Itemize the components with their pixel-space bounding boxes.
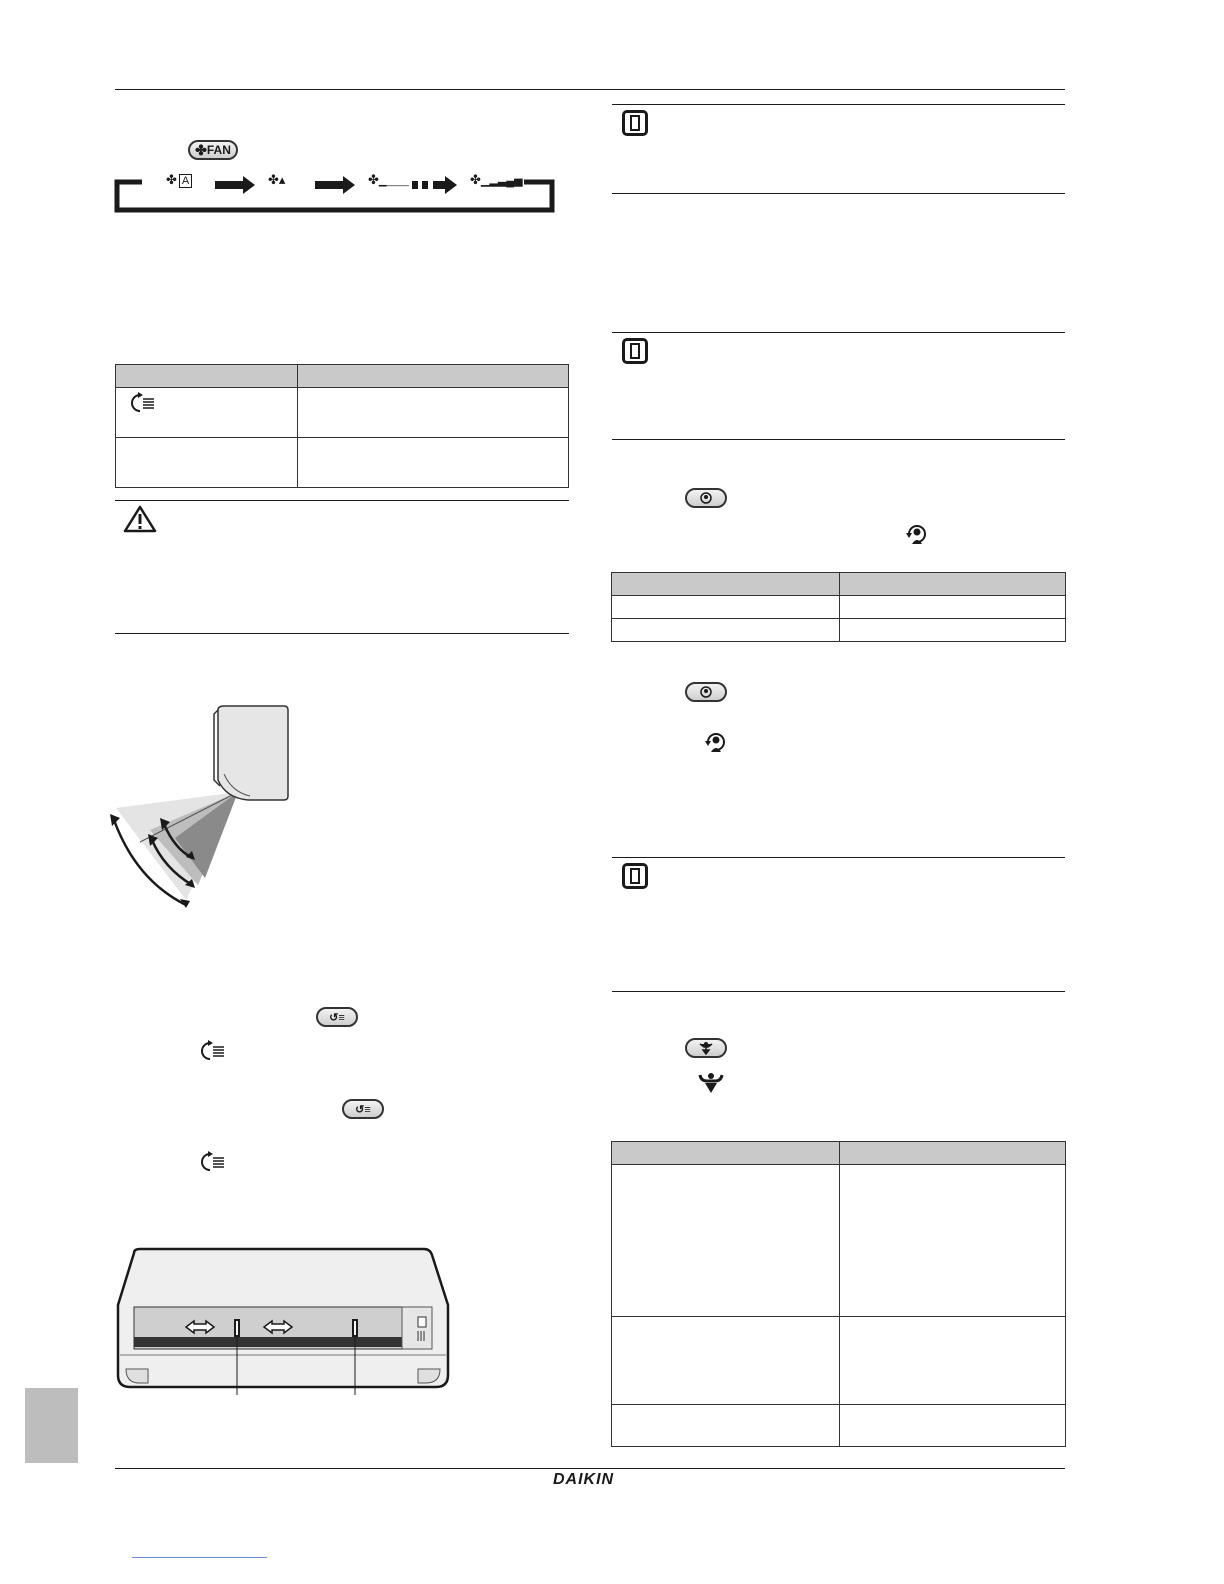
fan-button[interactable] [188,140,238,160]
vertical-airflow-illustration [100,700,300,915]
comfort-table-header-2 [840,573,1066,596]
swing-button-icon: ↺≡ [355,1103,371,1116]
fan-button-label: FAN [206,143,231,157]
fan-quiet-icon: ✤▴ [268,172,286,187]
horizontal-louver-illustration [112,1245,452,1395]
swing-icon [130,392,156,414]
info-icon [622,110,648,136]
header-rule [115,89,1065,90]
powerful-table-header-1 [612,1142,840,1165]
fan-auto-icon: ✤ A [166,172,192,188]
info-icon [622,863,648,889]
daikin-logo: DAIKIN [553,1471,615,1488]
warning-top-rule [115,500,569,501]
fan-icon: ✤ [195,141,207,158]
swing-table [115,364,569,488]
comfort-table-cell [612,596,840,619]
swing-button-icon: ↺≡ [329,1011,345,1024]
powerful-button[interactable] [685,1038,727,1058]
swing-table-header-1 [116,365,298,388]
swing-table-cell [298,438,569,488]
swing-button[interactable] [316,1007,358,1027]
comfort-table-cell [840,619,1066,642]
comfort-airflow-icon [699,685,713,699]
swing-table-header-2 [298,365,569,388]
side-tab [25,1388,78,1463]
comfort-airflow-button[interactable] [685,488,727,508]
swing-button[interactable] [342,1099,384,1119]
info-rule [612,857,1065,858]
swing-table-cell [116,438,298,488]
swing-table-cell [298,388,569,438]
comfort-airflow-icon [905,522,929,546]
powerful-table-cell [612,1405,840,1447]
footer-rule [115,1468,1065,1469]
powerful-table-cell [612,1165,840,1317]
fan-auto-label: A [179,174,192,188]
comfort-airflow-icon [699,491,713,505]
comfort-table-cell [612,619,840,642]
powerful-table-cell [612,1317,840,1405]
powerful-icon [698,1041,714,1055]
warning-bottom-rule [115,633,569,634]
info-rule [612,104,1065,105]
fan-level-1-icon: ✤▁____ [368,172,409,187]
link-underline [132,1557,267,1558]
powerful-table-cell [840,1165,1066,1317]
comfort-table-header-1 [612,573,840,596]
info-icon [622,338,648,364]
info-rule [612,439,1065,440]
powerful-table-header-2 [840,1142,1066,1165]
comfort-airflow-icon [704,730,728,754]
powerful-icon [697,1071,725,1095]
comfort-airflow-table [611,572,1066,642]
powerful-table [611,1141,1066,1447]
info-rule [612,991,1065,992]
info-rule [612,332,1065,333]
comfort-airflow-button[interactable] [685,682,727,702]
swing-icon [200,1040,226,1062]
info-rule [612,193,1065,194]
comfort-table-cell [840,596,1066,619]
powerful-table-cell [840,1405,1066,1447]
swing-table-cell [116,388,298,438]
fan-level-5-icon: ✤▁▂▃▄▅ [470,172,523,187]
swing-icon [200,1151,226,1173]
warning-icon [123,505,157,533]
powerful-table-cell [840,1317,1066,1405]
